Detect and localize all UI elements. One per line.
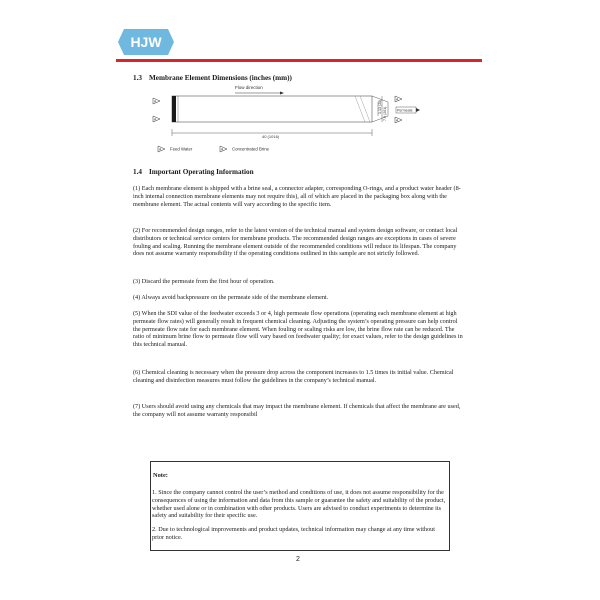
page-number: 2 (296, 556, 300, 563)
svg-text:A: A (154, 117, 157, 122)
section-heading-dimensions (133, 74, 292, 82)
company-logo (116, 27, 176, 57)
svg-text:A: A (159, 147, 162, 152)
svg-text:A: A (221, 147, 224, 152)
paragraph-5: (5) When the SDI value of the feedwater exceeds 3 or 4, high permeate flow operations (operating each membrane element at high permeate flow rates) will generally result in frequent chemical cleaning. Adjusting the system’s operating pressure can help control the permeate flow rate for each membrane element. When fouling or scaling risks are low, the brine flow rate can be reduced. The ratio of minimum brine flow to permeate flow will vary based on feedwater quality; for exact values, refer to the design guidelines in this technical manual. (133, 310, 463, 349)
section-title: Important Operating Information (149, 168, 254, 176)
membrane-end-cap (172, 96, 176, 122)
note-title: Note: (153, 472, 168, 479)
brine-marker-bottom (395, 117, 402, 123)
paragraph-7: (7) Users should avoid using any chemicals that may impact the membrane element. If chemicals that affect the membrane are used, the company will not assume warranty responsibil (133, 403, 461, 418)
paragraph-1: (1) Each membrane element is shipped with a brine seal, a connector adapter, corresponding O-rings, and a product water header (8-inch internal connection membrane elements may not require this), all of which are placed in the packaging box along with the membrane element. The actual contents will vary according to the specific item. (133, 185, 461, 208)
permeate-arrowhead (416, 108, 420, 112)
header-rule (116, 59, 482, 62)
inner-diameter-label: 1.13 (28) (378, 99, 382, 114)
permeate-label: Permeate (397, 108, 413, 113)
paragraph-3: (3) Discard the permeate from the first hour of operation. (133, 278, 275, 285)
svg-text:Feed Water: Feed Water (170, 146, 193, 152)
section-heading-operating-info (133, 168, 254, 176)
flow-direction-label: Flow direction (235, 85, 263, 90)
section-number: 1.3 (133, 74, 142, 82)
svg-text:Concentrated Brine: Concentrated Brine (232, 146, 270, 152)
svg-text:A: A (396, 118, 399, 123)
section-title: Membrane Element Dimensions (inches (mm)) (149, 74, 292, 82)
section-number: 1.4 (133, 168, 142, 176)
paragraph-2: (2) For recommended design ranges, refer to the latest version of the technical manual and system design software, or contact local distributors or technical service centers for membrane products. The recommended design ranges are exceptions in cases of severe fouling and scaling. Running the membrane element outside of the recommended conditions will reduce its lifespan. The company does not assume warranty responsibility if the operating conditions outlined in this sample are not strictly followed. (133, 227, 458, 258)
logo-text: HJW (130, 34, 162, 50)
brine-marker-top (395, 96, 402, 102)
paragraph-6: (6) Chemical cleaning is necessary when the pressure drop across the component increases to 1.5 times its initial value. Chemical cleaning and disinfection measures must follow the guidelines in the company’s technical manual. (133, 369, 454, 384)
outer-diameter-label: 7.9 (201) (383, 106, 387, 121)
note-item-1: 1. Since the company cannot control the user’s method and conditions of use, it does not assume responsibility for the consequences of using the information and data from this sample or guarantee the safety and suitability of the product, whether used alone or in combination with other products. Users are advised to conduct experiments to determine its safety and suitability for their specific use. (152, 489, 446, 520)
length-label: 40 (1016) (262, 134, 280, 139)
membrane-dimensions-diagram (150, 84, 430, 166)
svg-text:A: A (154, 99, 157, 104)
feed-marker-top (153, 98, 160, 104)
paragraph-4: (4) Always avoid backpressure on the permeate side of the membrane element. (133, 294, 329, 301)
legend-feed-water (158, 146, 193, 152)
feed-marker-bottom (153, 116, 160, 122)
flow-arrowhead (280, 92, 284, 95)
note-box (150, 461, 450, 551)
svg-text:A: A (396, 97, 399, 102)
note-item-2: 2. Due to technological improvements and product updates, technical information may change at any time without prior notice. (152, 526, 435, 541)
legend-concentrated-brine (220, 146, 270, 152)
membrane-body (172, 96, 372, 122)
